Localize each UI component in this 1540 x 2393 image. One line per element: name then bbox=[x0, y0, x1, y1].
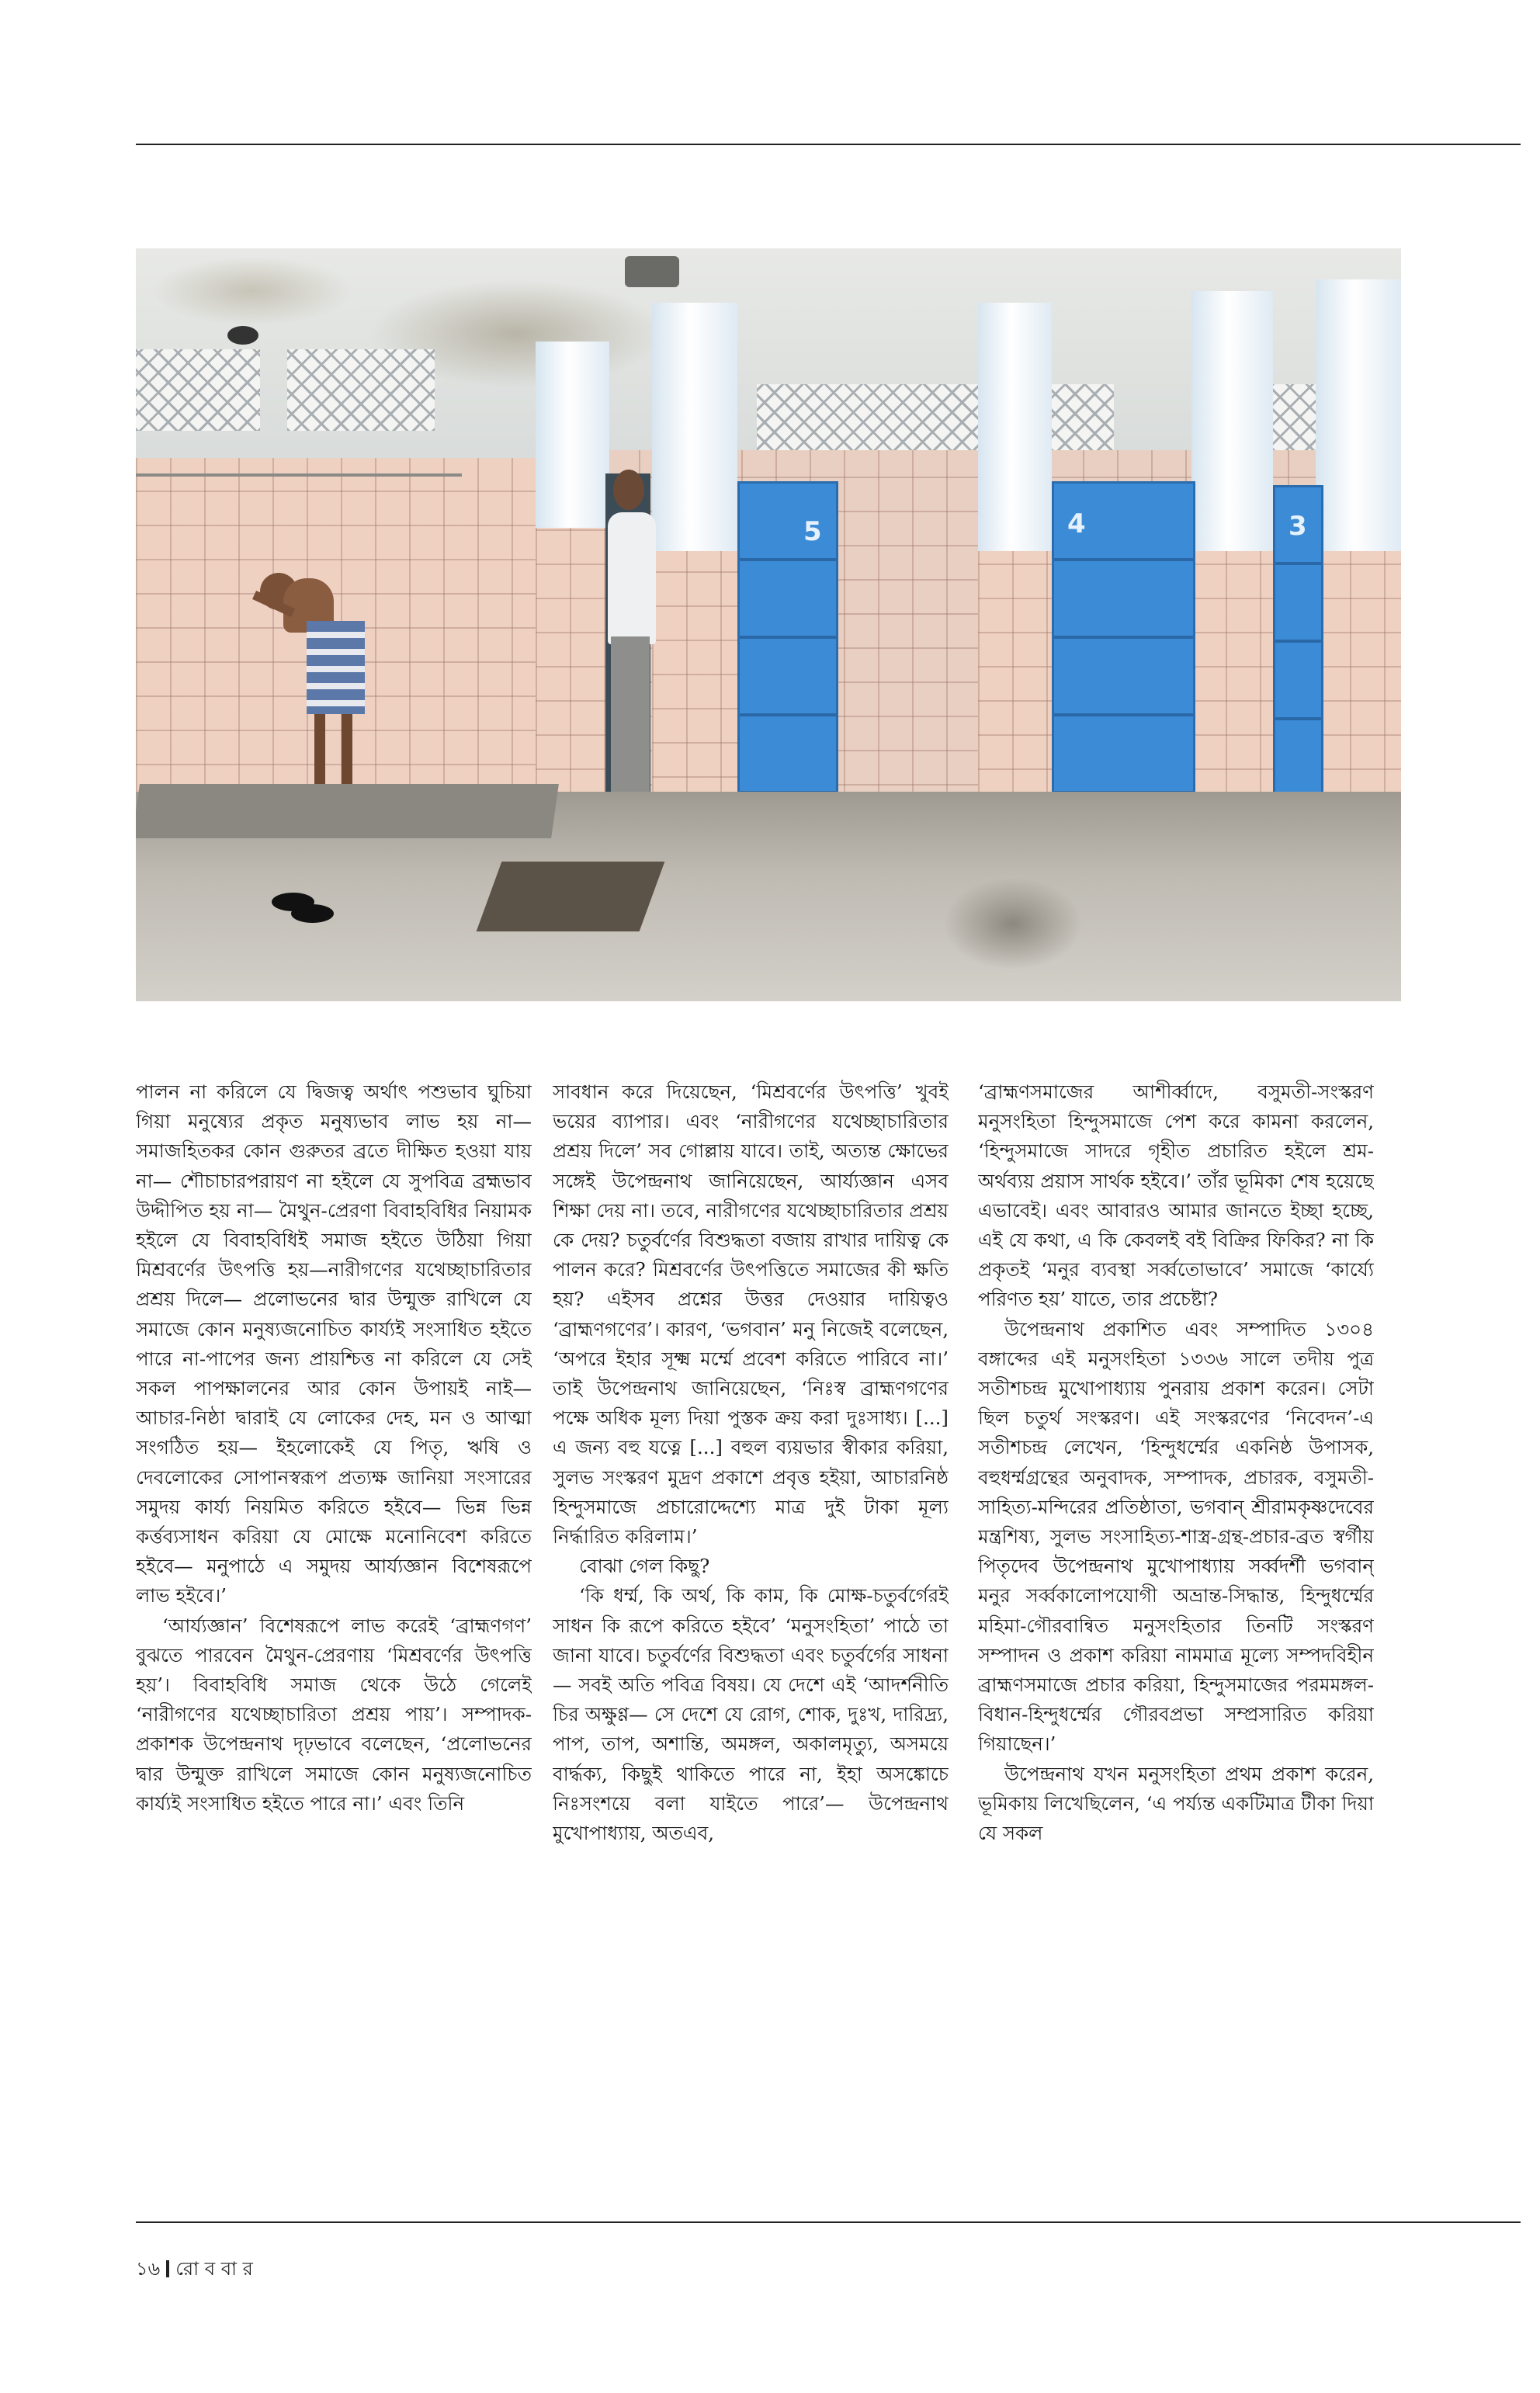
text-column-3 bbox=[978, 1077, 1374, 2187]
paragraph: ‘কি ধর্ম্ম, কি অর্থ, কি কাম, কি মোক্ষ-চতুর্বর্গেরই সাধন কি রূপে করিতে হইবে’ ‘মনুসংহিতা’ পাঠে তা জানা যাবে। চতুর্বর্ণের বিশুদ্ধতা এবং চতুর্বর্গের সাধনা— সবই অতি পবিত্র বিষয়। যে দেশে এই ‘আদর্শনীতি চির অক্ষুণ্ণ— সে দেশে যে রোগ, শোক, দুঃখ, দারিদ্র্য, পাপ, তাপ, অশান্তি, অমঙ্গল, অকালমৃত্যু, অসময়ে বার্দ্ধক্য, কিছুই থাকিতে পারে না, ইহা অসঙ্কোচে নিঃসংশয়ে বলা যাইতে পারে’— উপেন্দ্রনাথ মুখোপাধ্যায়, অতএব, bbox=[553, 1584, 949, 1845]
paragraph: সাবধান করে দিয়েছেন, ‘মিশ্রবর্ণের উৎপত্তি’ খুবই ভয়ের ব্যাপার। এবং ‘নারীগণের যথেচ্ছাচারিতার প্রশ্রয় দিলে’ সব গোল্লায় যাবে। তাই, অত্যন্ত ক্ষোভের সঙ্গেই উপেন্দ্রনাথ জানিয়েছেন, আর্য্যজ্ঞান এসব শিক্ষা দেয় না। তবে, নারীগণের যথেচ্ছাচারিতার প্রশ্রয় কে দেয়? চতুর্বর্ণের বিশুদ্ধতা বজায় রাখার দায়িত্ব কে পালন করে? মিশ্রবর্ণের উৎপত্তিতে সমাজের কী ক্ষতি হয়? এইসব প্রশ্নের উত্তর দেওয়ার দায়িত্বও ‘ব্রাহ্মণগণের’। কারণ, ‘ভগবান’ মনু নিজেই বলেছেন, ‘অপরে ইহার সূক্ষ্ম মর্ম্মে প্রবেশ করিতে পারিবে না।’ তাই উপেন্দ্রনাথ জানিয়েছেন, ‘নিঃস্ব ব্রাহ্মণগণের পক্ষে অধিক মূল্য দিয়া পুস্তক ক্রয় করা দুঃসাধ্য। [...] এ জন্য বহু যত্নে [...] বহুল ব্যয়ভার স্বীকার করিয়া, সুলভ সংস্করণ মুদ্রণ প্রকাশে প্রবৃত্ত হইয়া, আচারনিষ্ঠ হিন্দুসমাজে প্রচারোদ্দেশ্যে মাত্র দুই টাকা মূল্য নির্দ্ধারিত করিলাম।’ bbox=[553, 1080, 949, 1549]
magazine-name: রো ব বা র bbox=[175, 2258, 253, 2280]
public-bathhouse-photo bbox=[136, 248, 1401, 1001]
bottom-rule bbox=[136, 2221, 1521, 2223]
door-number-4: 4 bbox=[1067, 508, 1086, 539]
text-column-1 bbox=[136, 1077, 532, 2187]
paragraph: পালন না করিলে যে দ্বিজত্ব অর্থাৎ পশুভাব ঘুচিয়া গিয়া মনুষ্যের প্রকৃত মনুষ্যভাব লাভ হয় না— সমাজহিতকর কোন গুরুতর ব্রতে দীক্ষিত হওয়া যায় না— শৌচাচারপরায়ণ না হইলে যে সুপবিত্র ব্রহ্মভাব উদ্দীপিত হয় না— মৈথুন-প্রেরণা বিবাহবিধির নিয়ামক হইলে যে বিবাহবিধিই সমাজ হইতে উঠিয়া গিয়া মিশ্রবর্ণের উৎপত্তি হয়—নারীগণের যথেচ্ছাচারিতার প্রশ্রয় দিলে— প্রলোভনের দ্বার উন্মুক্ত রাখিলে যে সমাজে কোন মনুষ্যজনোচিত কার্য্যই সংসাধিত হইতে পারে না-পাপের জন্য প্রায়শ্চিত্ত না করিলে যে সেই সকল পাপক্ষালনের আর কোন উপায়ই নাই— আচার-নিষ্ঠা দ্বারাই যে লোকের দেহ, মন ও আত্মা সংগঠিত হয়— ইহলোকেই যে পিতৃ, ঋষি ও দেবলোকের সোপানস্বরূপ প্রত্যক্ষ জানিয়া সংসারের সমুদয় কার্য্য নিয়মিত করিতে হইবে— ভিন্ন ভিন্ন কর্ত্তব্যসাধন করিয়া যে মোক্ষে মনোনিবেশ করিতে হইবে— মনুপাঠে এ সমুদয় আর্য্যজ্ঞান বিশেষরূপে লাভ হইবে।’ bbox=[136, 1080, 532, 1607]
top-rule bbox=[136, 144, 1521, 145]
page-number: ১৬ bbox=[136, 2258, 161, 2280]
paragraph: ‘ব্রাহ্মণসমাজের আশীর্ব্বাদে, বসুমতী-সংস্করণ মনুসংহিতা হিন্দুসমাজে পেশ করে কামনা করলেন, ‘হিন্দুসমাজে সাদরে গৃহীত প্রচারিত হইলে শ্রম-অর্থব্যয় প্রয়াস সার্থক হইবে।’ তাঁর ভূমিকা শেষ হয়েছে এভাবেই। এবং আবারও আমার জানতে ইচ্ছা হচ্ছে, এই যে কথা, এ কি কেবলই বই বিক্রির ফিকির? না কি প্রকৃতই ‘মনুর ব্যবস্থা সর্ব্বতোভাবে’ সমাজে ‘কার্য্যে পরিণত হয়’ যাতে, তার প্রচেষ্টা? bbox=[978, 1080, 1374, 1311]
paragraph: ‘আর্য্যজ্ঞান’ বিশেষরূপে লাভ করেই ‘ব্রাহ্মণগণ’ বুঝতে পারবেন মৈথুন-প্রেরণায় ‘মিশ্রবর্ণের উৎপত্তি হয়’। বিবাহবিধি সমাজ থেকে উঠে গেলেই ‘নারীগণের যথেচ্ছাচারিতা প্রশ্রয় পায়’। সম্পাদক-প্রকাশক উপেন্দ্রনাথ দৃঢ়ভাবে বলেছেন, ‘প্রলোভনের দ্বার উন্মুক্ত রাখিলে সমাজে কোন মনুষ্যজনোচিত কার্য্যই সংসাধিত হইতে পারে না।’ এবং তিনি bbox=[136, 1614, 532, 1815]
paragraph: বোঝা গেল কিছু? bbox=[579, 1555, 710, 1578]
door-number-5: 5 bbox=[803, 516, 822, 547]
paragraph: উপেন্দ্রনাথ প্রকাশিত এবং সম্পাদিত ১৩০৪ বঙ্গাব্দের এই মনুসংহিতা ১৩৩৬ সালে তদীয় পুত্র সতীশচন্দ্র মুখোপাধ্যায় পুনরায় প্রকাশ করেন। সেটা ছিল চতুর্থ সংস্করণ। এই সংস্করণের ‘নিবেদন’-এ সতীশচন্দ্র লেখেন, ‘হিন্দুধর্ম্মের একনিষ্ঠ উপাসক, বহুধর্ম্মগ্রন্থের অনুবাদক, সম্পাদক, প্রচারক, বসুমতী-সাহিত্য-মন্দিরের প্রতিষ্ঠাতা, ভগবান্ শ্রীরামকৃষ্ণদেবের মন্ত্রশিষ্য, সুলভ সংসাহিত্য-শাস্ত্র-গ্রন্থ-প্রচার-ব্রত স্বর্গীয় পিতৃদেব উপেন্দ্রনাথ মুখোপাধ্যায় সর্ব্বদর্শী ভগবান্ মনুর সর্ব্বকালোপযোগী অভ্রান্ত-সিদ্ধান্ত, হিন্দুধর্ম্মের মহিমা-গৌরবান্বিত মনুসংহিতার তিনটি সংস্করণ সম্পাদন ও প্রকাশ করিয়া নামমাত্র মূল্যে সম্পদবিহীন ব্রাহ্মণসমাজে প্রচার করিয়া, হিন্দুসমাজের পরমমঙ্গল-বিধান-হিন্দুধর্ম্মের গৌরবপ্রভা সম্প্রসারিত করিয়া গিয়াছেন।’ bbox=[978, 1317, 1374, 1756]
footer-divider bbox=[166, 2260, 169, 2277]
text-column-2 bbox=[553, 1077, 949, 2187]
door-number-3: 3 bbox=[1289, 511, 1307, 542]
paragraph: উপেন্দ্রনাথ যখন মনুসংহিতা প্রথম প্রকাশ করেন, ভূমিকায় লিখেছিলেন, ‘এ পর্য্যন্ত একটিমাত্র টীকা দিয়া যে সকল bbox=[978, 1762, 1374, 1845]
page-footer bbox=[136, 2255, 253, 2286]
